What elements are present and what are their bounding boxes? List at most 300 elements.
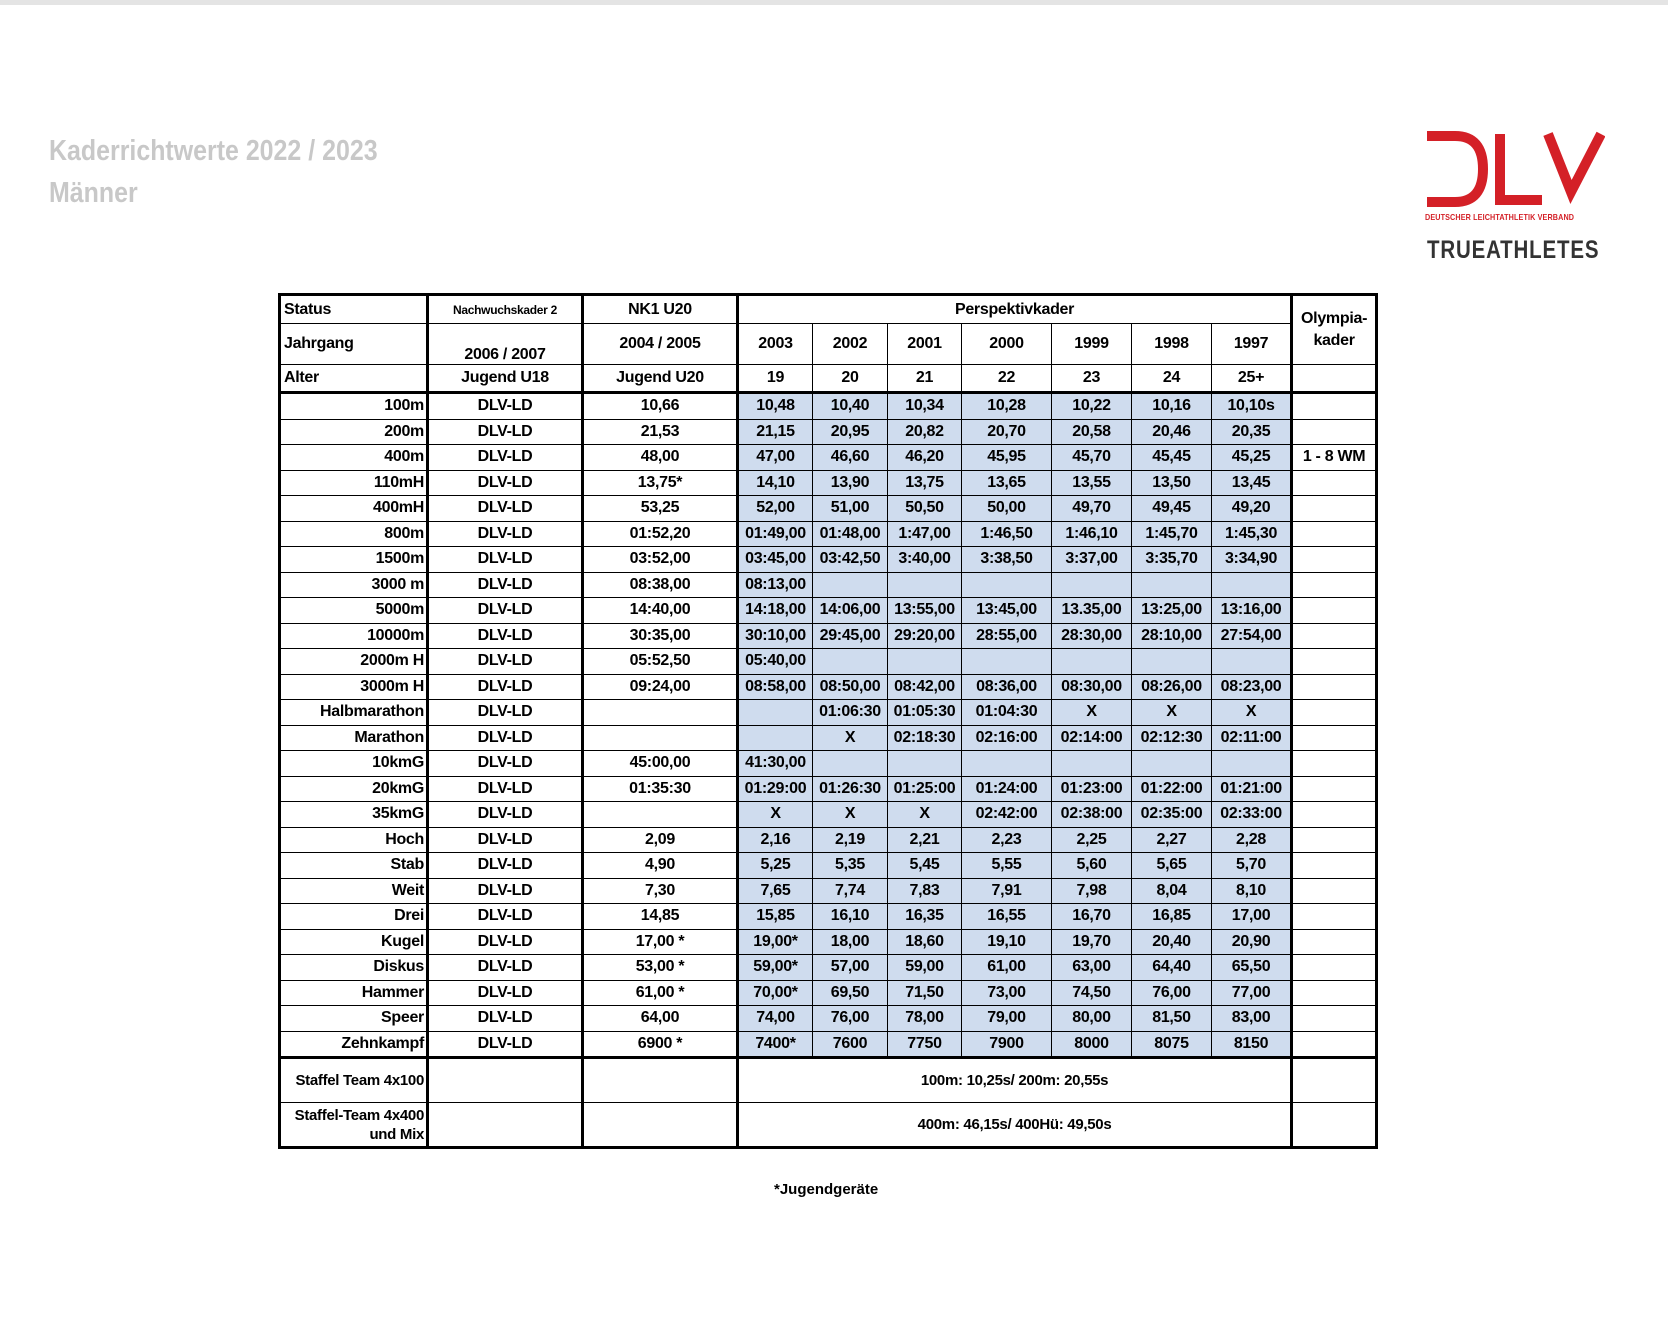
- perspektiv-value: 19,10: [962, 929, 1052, 955]
- olympia-value: [1292, 1031, 1377, 1058]
- olympia-value: [1292, 776, 1377, 802]
- event-label: Stab: [280, 853, 428, 879]
- perspektiv-value: 21,15: [738, 419, 813, 445]
- perspektiv-value: 5,70: [1212, 853, 1292, 879]
- perspektiv-value: [1212, 572, 1292, 598]
- perspektiv-value: 20,58: [1052, 419, 1132, 445]
- perspektiv-value: 69,50: [813, 980, 888, 1006]
- table-row: [280, 700, 1377, 726]
- perspektiv-value: 01:48,00: [813, 521, 888, 547]
- event-label: Marathon: [280, 725, 428, 751]
- jahrgang-label: Jahrgang: [280, 324, 428, 365]
- top-border: [0, 0, 1668, 5]
- perspektiv-value: 16,85: [1132, 904, 1212, 930]
- nachwuchs-value: DLV-LD: [428, 878, 583, 904]
- perspektiv-value: 76,00: [1132, 980, 1212, 1006]
- age-cell: 21: [888, 365, 962, 393]
- perspektiv-value: 45,45: [1132, 445, 1212, 471]
- status-label: Status: [280, 295, 428, 324]
- perspektiv-value: 13:55,00: [888, 598, 962, 624]
- perspektiv-value: 3:35,70: [1132, 547, 1212, 573]
- perspektiv-value: 01:24:00: [962, 776, 1052, 802]
- olympia-value: [1292, 700, 1377, 726]
- perspektiv-value: [1052, 572, 1132, 598]
- kader-table: [278, 293, 1378, 1149]
- perspektiv-value: 57,00: [813, 955, 888, 981]
- staffel-olympia: [1292, 1058, 1377, 1103]
- nachwuchs-value: DLV-LD: [428, 751, 583, 777]
- event-label: 10kmG: [280, 751, 428, 777]
- event-label: 5000m: [280, 598, 428, 624]
- perspektiv-value: 08:58,00: [738, 674, 813, 700]
- nk1-value: 53,00 *: [583, 955, 738, 981]
- perspektiv-value: 83,00: [1212, 1006, 1292, 1032]
- nk1-value: 01:52,20: [583, 521, 738, 547]
- perspektiv-value: 74,50: [1052, 980, 1132, 1006]
- perspektiv-value: 7900: [962, 1031, 1052, 1058]
- year-cell: 2001: [888, 324, 962, 365]
- perspektiv-value: 7,83: [888, 878, 962, 904]
- perspektiv-value: 02:14:00: [1052, 725, 1132, 751]
- perspektiv-value: 13,55: [1052, 470, 1132, 496]
- event-label: Drei: [280, 904, 428, 930]
- perspektiv-value: [1212, 649, 1292, 675]
- perspektiv-value: 5,65: [1132, 853, 1212, 879]
- perspektiv-value: [813, 751, 888, 777]
- trueathletes-text: TRUEATHLETES: [1427, 236, 1600, 264]
- perspektiv-value: [1132, 751, 1212, 777]
- event-label: Halbmarathon: [280, 700, 428, 726]
- perspektiv-value: 10,22: [1052, 393, 1132, 420]
- perspektiv-value: 01:04:30: [962, 700, 1052, 726]
- nk1-value: 03:52,00: [583, 547, 738, 573]
- perspektiv-value: [813, 572, 888, 598]
- perspektiv-value: 20,46: [1132, 419, 1212, 445]
- year-cell: 1999: [1052, 324, 1132, 365]
- age-cell: 19: [738, 365, 813, 393]
- perspektiv-value: 7,98: [1052, 878, 1132, 904]
- event-label: 3000m H: [280, 674, 428, 700]
- olympia-value: [1292, 419, 1377, 445]
- event-label: 110mH: [280, 470, 428, 496]
- staffel-label: Staffel-Team 4x400 und Mix: [280, 1103, 428, 1148]
- olympia-value: [1292, 878, 1377, 904]
- perspektiv-value: 17,00: [1212, 904, 1292, 930]
- perspektiv-value: 02:42:00: [962, 802, 1052, 828]
- perspektiv-value: 1:45,30: [1212, 521, 1292, 547]
- nachwuchs-value: DLV-LD: [428, 521, 583, 547]
- perspektiv-value: 8000: [1052, 1031, 1132, 1058]
- staffel-empty: [428, 1058, 583, 1103]
- perspektiv-value: 10,28: [962, 393, 1052, 420]
- alter-nachwuchs: Jugend U18: [428, 365, 583, 393]
- perspektiv-value: 5,55: [962, 853, 1052, 879]
- perspektiv-value: 5,25: [738, 853, 813, 879]
- perspektiv-value: 76,00: [813, 1006, 888, 1032]
- staffel-olympia: [1292, 1103, 1377, 1148]
- perspektiv-value: 14:06,00: [813, 598, 888, 624]
- perspektiv-value: 5,60: [1052, 853, 1132, 879]
- perspektiv-value: 10,48: [738, 393, 813, 420]
- staffel-empty: [428, 1103, 583, 1148]
- staffel-empty: [583, 1103, 738, 1148]
- olympia-value: [1292, 649, 1377, 675]
- event-label: Diskus: [280, 955, 428, 981]
- perspektiv-value: 08:50,00: [813, 674, 888, 700]
- nk1-value: 08:38,00: [583, 572, 738, 598]
- nk1-value: 45:00,00: [583, 751, 738, 777]
- perspektiv-value: 10,34: [888, 393, 962, 420]
- nachwuchs-value: DLV-LD: [428, 929, 583, 955]
- perspektiv-value: 77,00: [1212, 980, 1292, 1006]
- perspektiv-value: 8150: [1212, 1031, 1292, 1058]
- perspektiv-value: 71,50: [888, 980, 962, 1006]
- perspektiv-value: 2,23: [962, 827, 1052, 853]
- perspektiv-value: 10,40: [813, 393, 888, 420]
- dlv-logo: [1425, 130, 1610, 265]
- nachwuchs-value: DLV-LD: [428, 1006, 583, 1032]
- nachwuchs-value: DLV-LD: [428, 827, 583, 853]
- table-row: [280, 623, 1377, 649]
- nachwuchs-value: DLV-LD: [428, 572, 583, 598]
- nachwuchs-value: DLV-LD: [428, 980, 583, 1006]
- perspektiv-value: [888, 572, 962, 598]
- olympia-value: [1292, 751, 1377, 777]
- perspektiv-value: 73,00: [962, 980, 1052, 1006]
- nk1-value: 30:35,00: [583, 623, 738, 649]
- perspektiv-value: [1052, 649, 1132, 675]
- age-cell: 22: [962, 365, 1052, 393]
- perspektiv-value: 7400*: [738, 1031, 813, 1058]
- perspektiv-value: 02:12:30: [1132, 725, 1212, 751]
- status-row: [280, 295, 1377, 324]
- perspektiv-value: 63,00: [1052, 955, 1132, 981]
- perspektiv-value: 59,00*: [738, 955, 813, 981]
- perspektiv-value: 08:13,00: [738, 572, 813, 598]
- event-label: 400mH: [280, 496, 428, 522]
- nk1-value: 61,00 *: [583, 980, 738, 1006]
- perspektiv-value: 01:23:00: [1052, 776, 1132, 802]
- olympia-value: [1292, 572, 1377, 598]
- event-label: Hammer: [280, 980, 428, 1006]
- perspektiv-value: 2,16: [738, 827, 813, 853]
- perspektiv-value: 08:26,00: [1132, 674, 1212, 700]
- event-label: Weit: [280, 878, 428, 904]
- perspektiv-value: 2,27: [1132, 827, 1212, 853]
- perspektiv-value: 02:38:00: [1052, 802, 1132, 828]
- event-label: 100m: [280, 393, 428, 420]
- perspektiv-value: 49,20: [1212, 496, 1292, 522]
- perspektiv-value: 10,16: [1132, 393, 1212, 420]
- olympia-value: [1292, 1006, 1377, 1032]
- event-label: Speer: [280, 1006, 428, 1032]
- perspektiv-value: [738, 725, 813, 751]
- perspektiv-value: 16,70: [1052, 904, 1132, 930]
- table-row: [280, 547, 1377, 573]
- perspektiv-value: 01:06:30: [813, 700, 888, 726]
- nk1-value: 17,00 *: [583, 929, 738, 955]
- age-cell: 24: [1132, 365, 1212, 393]
- perspektiv-value: 13,50: [1132, 470, 1212, 496]
- alter-nk1: Jugend U20: [583, 365, 738, 393]
- perspektiv-value: 7750: [888, 1031, 962, 1058]
- perspektiv-value: 30:10,00: [738, 623, 813, 649]
- olympia-value: [1292, 802, 1377, 828]
- nachwuchs-value: DLV-LD: [428, 904, 583, 930]
- staffel-label: Staffel Team 4x100: [280, 1058, 428, 1103]
- perspektiv-value: 52,00: [738, 496, 813, 522]
- perspektiv-value: 13,65: [962, 470, 1052, 496]
- staffel-empty: [583, 1058, 738, 1103]
- perspektiv-value: 13.35,00: [1052, 598, 1132, 624]
- title-line-1: Kaderrichtwerte 2022 / 2023: [49, 135, 378, 167]
- nk1-value: 14:40,00: [583, 598, 738, 624]
- perspektiv-value: 2,25: [1052, 827, 1132, 853]
- perspektiv-value: 45,25: [1212, 445, 1292, 471]
- perspektiv-value: 05:40,00: [738, 649, 813, 675]
- perspektiv-value: 08:23,00: [1212, 674, 1292, 700]
- nachwuchs-header: Nachwuchskader 2: [428, 295, 583, 324]
- perspektiv-value: 02:16:00: [962, 725, 1052, 751]
- nk1-value: 21,53: [583, 419, 738, 445]
- nachwuchs-value: DLV-LD: [428, 853, 583, 879]
- perspektiv-value: 3:40,00: [888, 547, 962, 573]
- nachwuchs-value: DLV-LD: [428, 470, 583, 496]
- perspektiv-value: 02:11:00: [1212, 725, 1292, 751]
- perspektiv-value: 7600: [813, 1031, 888, 1058]
- event-label: 200m: [280, 419, 428, 445]
- olympia-value: [1292, 470, 1377, 496]
- event-label: 35kmG: [280, 802, 428, 828]
- perspektiv-value: X: [1212, 700, 1292, 726]
- perspektiv-value: 81,50: [1132, 1006, 1212, 1032]
- perspektiv-value: 3:38,50: [962, 547, 1052, 573]
- event-label: Hoch: [280, 827, 428, 853]
- dlv-logo-subtitle: DEUTSCHER LEICHTATHLETIK VERBAND: [1425, 212, 1575, 222]
- jahrgang-nk1: 2004 / 2005: [583, 324, 738, 365]
- staffel-row: [280, 1103, 1377, 1148]
- staffel-value: 400m: 46,15s/ 400Hü: 49,50s: [738, 1103, 1292, 1148]
- perspektiv-value: 13,75: [888, 470, 962, 496]
- perspektiv-value: 29:45,00: [813, 623, 888, 649]
- nk1-value: [583, 700, 738, 726]
- perspektiv-value: 16,35: [888, 904, 962, 930]
- perspektiv-value: 2,21: [888, 827, 962, 853]
- olympia-value: [1292, 393, 1377, 420]
- event-label: Kugel: [280, 929, 428, 955]
- perspektiv-value: 01:29:00: [738, 776, 813, 802]
- year-cell: 2000: [962, 324, 1052, 365]
- staffel-value: 100m: 10,25s/ 200m: 20,55s: [738, 1058, 1292, 1103]
- perspektiv-value: 20,40: [1132, 929, 1212, 955]
- table-row: [280, 572, 1377, 598]
- table-row: [280, 751, 1377, 777]
- olympia-value: [1292, 521, 1377, 547]
- perspektiv-value: X: [1132, 700, 1212, 726]
- olympia-age-cell: [1292, 365, 1377, 393]
- table-row: [280, 496, 1377, 522]
- perspektiv-value: 45,70: [1052, 445, 1132, 471]
- perspektiv-value: 74,00: [738, 1006, 813, 1032]
- perspektiv-value: [738, 700, 813, 726]
- event-label: 400m: [280, 445, 428, 471]
- perspektiv-value: 49,70: [1052, 496, 1132, 522]
- perspektiv-value: 50,50: [888, 496, 962, 522]
- perspektiv-value: 10,10s: [1212, 393, 1292, 420]
- perspektiv-value: 27:54,00: [1212, 623, 1292, 649]
- nk1-header: NK1 U20: [583, 295, 738, 324]
- nk1-value: 13,75*: [583, 470, 738, 496]
- olympia-value: [1292, 725, 1377, 751]
- nachwuchs-value: DLV-LD: [428, 802, 583, 828]
- nk1-value: 64,00: [583, 1006, 738, 1032]
- perspektiv-value: [1052, 751, 1132, 777]
- perspektiv-value: 59,00: [888, 955, 962, 981]
- perspektiv-value: 16,10: [813, 904, 888, 930]
- nachwuchs-value: DLV-LD: [428, 674, 583, 700]
- olympia-value: [1292, 598, 1377, 624]
- perspektiv-value: [962, 649, 1052, 675]
- year-cell: 1997: [1212, 324, 1292, 365]
- perspektiv-value: 02:35:00: [1132, 802, 1212, 828]
- perspektiv-value: 03:45,00: [738, 547, 813, 573]
- age-cell: 23: [1052, 365, 1132, 393]
- nk1-value: 48,00: [583, 445, 738, 471]
- olympia-value: [1292, 853, 1377, 879]
- table-row: [280, 802, 1377, 828]
- perspektiv-value: 20,95: [813, 419, 888, 445]
- perspektiv-value: 18,00: [813, 929, 888, 955]
- perspektiv-value: 41:30,00: [738, 751, 813, 777]
- perspektiv-value: X: [813, 725, 888, 751]
- perspektiv-value: 14,10: [738, 470, 813, 496]
- perspektiv-value: 13:45,00: [962, 598, 1052, 624]
- nk1-value: 10,66: [583, 393, 738, 420]
- footnote: *Jugendgeräte: [774, 1181, 879, 1198]
- trueathletes-logo: [1425, 236, 1610, 265]
- perspektiv-value: 1:47,00: [888, 521, 962, 547]
- perspektiv-value: 01:49,00: [738, 521, 813, 547]
- olympia-value: [1292, 904, 1377, 930]
- jahrgang-row: [280, 324, 1377, 365]
- table-row: [280, 776, 1377, 802]
- perspektiv-value: 28:30,00: [1052, 623, 1132, 649]
- olympia-value: [1292, 623, 1377, 649]
- perspektiv-value: 7,74: [813, 878, 888, 904]
- table-row: [280, 827, 1377, 853]
- year-cell: 1998: [1132, 324, 1212, 365]
- nachwuchs-value: DLV-LD: [428, 623, 583, 649]
- perspektiv-value: 20,90: [1212, 929, 1292, 955]
- nk1-value: 05:52,50: [583, 649, 738, 675]
- nk1-value: 53,25: [583, 496, 738, 522]
- table-row: [280, 853, 1377, 879]
- perspektiv-value: [1132, 649, 1212, 675]
- table-row: [280, 649, 1377, 675]
- perspektiv-value: 29:20,00: [888, 623, 962, 649]
- perspektiv-value: [888, 649, 962, 675]
- perspektiv-value: 13:25,00: [1132, 598, 1212, 624]
- table-row: [280, 1006, 1377, 1032]
- alter-label: Alter: [280, 365, 428, 393]
- event-label: 1500m: [280, 547, 428, 573]
- perspektiv-value: 08:30,00: [1052, 674, 1132, 700]
- perspektiv-value: 49,45: [1132, 496, 1212, 522]
- perspektiv-value: 79,00: [962, 1006, 1052, 1032]
- table-row: [280, 980, 1377, 1006]
- table-row: [280, 878, 1377, 904]
- perspektiv-value: 08:42,00: [888, 674, 962, 700]
- perspektiv-value: 19,70: [1052, 929, 1132, 955]
- perspektiv-value: 47,00: [738, 445, 813, 471]
- perspektiv-value: 50,00: [962, 496, 1052, 522]
- perspektiv-value: 01:21:00: [1212, 776, 1292, 802]
- perspektiv-value: 13,45: [1212, 470, 1292, 496]
- perspektiv-value: 5,45: [888, 853, 962, 879]
- perspektiv-value: 03:42,50: [813, 547, 888, 573]
- perspektiv-value: 70,00*: [738, 980, 813, 1006]
- table-row: [280, 470, 1377, 496]
- nk1-value: 14,85: [583, 904, 738, 930]
- perspektiv-value: 8,10: [1212, 878, 1292, 904]
- perspektiv-value: 28:55,00: [962, 623, 1052, 649]
- perspektiv-value: 01:22:00: [1132, 776, 1212, 802]
- year-cell: 2003: [738, 324, 813, 365]
- perspektiv-value: 13:16,00: [1212, 598, 1292, 624]
- nachwuchs-value: DLV-LD: [428, 445, 583, 471]
- perspektiv-value: 80,00: [1052, 1006, 1132, 1032]
- event-label: Zehnkampf: [280, 1031, 428, 1058]
- perspektiv-value: 02:18:30: [888, 725, 962, 751]
- perspektiv-value: X: [888, 802, 962, 828]
- nachwuchs-value: DLV-LD: [428, 725, 583, 751]
- perspektiv-value: 01:26:30: [813, 776, 888, 802]
- nachwuchs-value: DLV-LD: [428, 496, 583, 522]
- perspektiv-value: 14:18,00: [738, 598, 813, 624]
- table-row: [280, 929, 1377, 955]
- nachwuchs-value: DLV-LD: [428, 393, 583, 420]
- nk1-value: 2,09: [583, 827, 738, 853]
- table-row: [280, 598, 1377, 624]
- nk1-value: 09:24,00: [583, 674, 738, 700]
- perspektiv-value: 08:36,00: [962, 674, 1052, 700]
- perspektiv-value: 01:25:00: [888, 776, 962, 802]
- perspektiv-value: 18,60: [888, 929, 962, 955]
- perspektiv-value: 8,04: [1132, 878, 1212, 904]
- table-row: [280, 445, 1377, 471]
- perspektiv-value: 1:46,10: [1052, 521, 1132, 547]
- age-cell: 25+: [1212, 365, 1292, 393]
- perspektiv-value: 61,00: [962, 955, 1052, 981]
- olympia-value: [1292, 929, 1377, 955]
- perspektiv-value: 7,91: [962, 878, 1052, 904]
- olympia-value: [1292, 980, 1377, 1006]
- perspektiv-value: [813, 649, 888, 675]
- page-title: [49, 130, 378, 214]
- table-row: [280, 521, 1377, 547]
- table-row: [280, 393, 1377, 420]
- olympia-value: [1292, 827, 1377, 853]
- perspektiv-header: Perspektivkader: [738, 295, 1292, 324]
- perspektiv-value: 1:45,70: [1132, 521, 1212, 547]
- nk1-value: 7,30: [583, 878, 738, 904]
- table-row: [280, 674, 1377, 700]
- year-cell: 2002: [813, 324, 888, 365]
- perspektiv-value: 46,60: [813, 445, 888, 471]
- perspektiv-value: 20,35: [1212, 419, 1292, 445]
- olympia-value: [1292, 496, 1377, 522]
- perspektiv-value: 01:05:30: [888, 700, 962, 726]
